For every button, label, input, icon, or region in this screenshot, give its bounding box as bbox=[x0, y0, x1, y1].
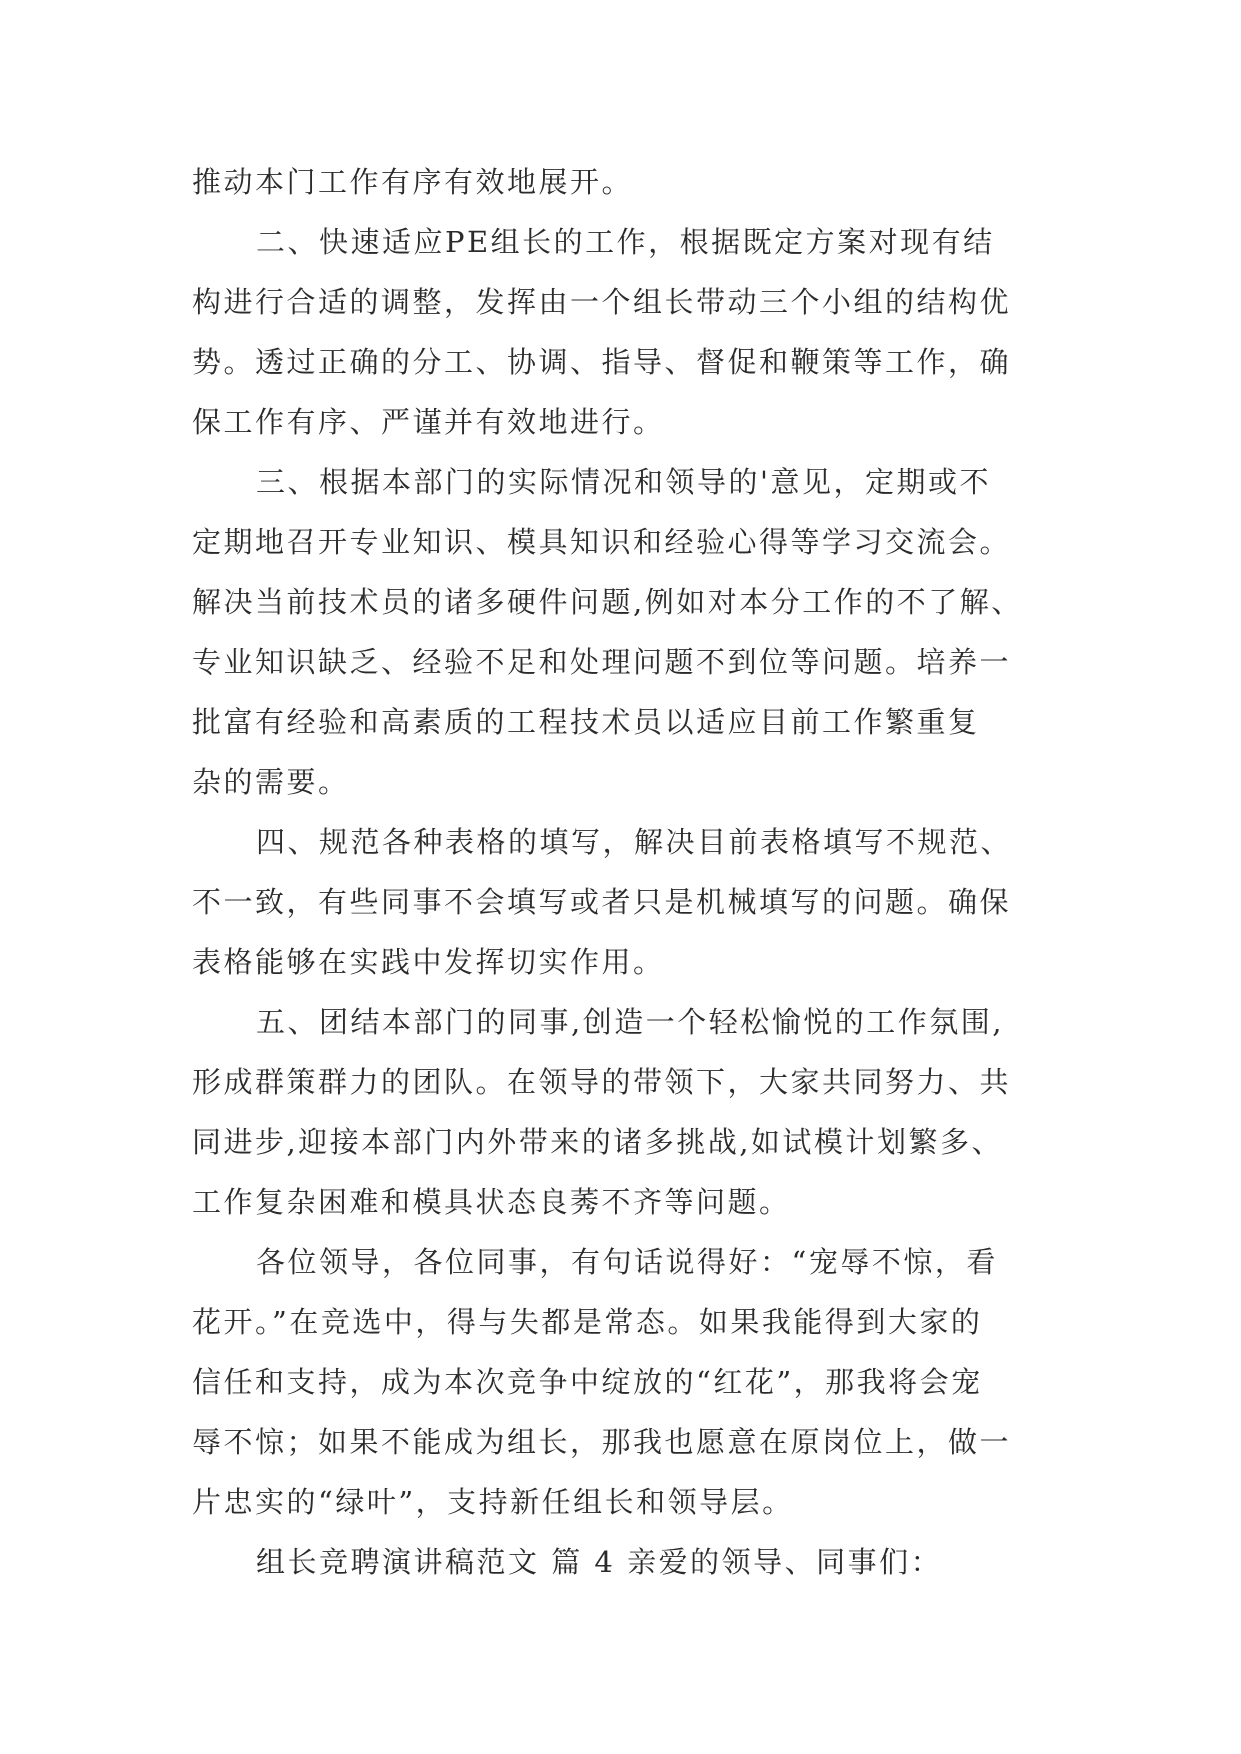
text-line: 构进行合适的调整，发挥由一个组长带动三个小组的结构优 bbox=[192, 285, 1012, 319]
document-body bbox=[192, 152, 1060, 1592]
text-line: 同进步,迎接本部门内外带来的诸多挑战,如试模计划繁多、 bbox=[192, 1125, 1003, 1159]
text-line: 组长竞聘演讲稿范文 篇 4 亲爱的领导、同事们： bbox=[256, 1545, 943, 1579]
text-line: 三、根据本部门的实际情况和领导的'意见，定期或不 bbox=[256, 465, 991, 499]
text-line: 工作复杂困难和模具状态良莠不齐等问题。 bbox=[192, 1185, 791, 1219]
text-line: 不一致，有些同事不会填写或者只是机械填写的问题。确保 bbox=[192, 885, 1012, 919]
text-line: 各位领导，各位同事，有句话说得好：“宠辱不惊，看 bbox=[256, 1245, 998, 1279]
text-line: 四、规范各种表格的填写，解决目前表格填写不规范、 bbox=[256, 825, 1013, 859]
text-line: 表格能够在实践中发挥切实作用。 bbox=[192, 945, 665, 979]
text-line: 形成群策群力的团队。在领导的带领下，大家共同努力、共 bbox=[192, 1065, 1012, 1099]
text-line: 信任和支持，成为本次竞争中绽放的“红花”，那我将会宠 bbox=[192, 1365, 983, 1399]
text-line: 二、快速适应PE组长的工作，根据既定方案对现有结 bbox=[256, 225, 995, 259]
text-line: 专业知识缺乏、经验不足和处理问题不到位等问题。培养一 bbox=[192, 645, 1012, 679]
text-line: 花开。”在竞选中，得与失都是常态。如果我能得到大家的 bbox=[192, 1305, 983, 1339]
text-line: 批富有经验和高素质的工程技术员以适应目前工作繁重复 bbox=[192, 705, 980, 739]
text-line: 辱不惊；如果不能成为组长，那我也愿意在原岗位上，做一 bbox=[192, 1425, 1012, 1459]
text-line: 势。透过正确的分工、协调、指导、督促和鞭策等工作，确 bbox=[192, 345, 1012, 379]
text-line: 推动本门工作有序有效地展开。 bbox=[192, 165, 634, 199]
text-line: 片忠实的“绿叶”，支持新任组长和领导层。 bbox=[192, 1485, 794, 1519]
text-line: 五、团结本部门的同事,创造一个轻松愉悦的工作氛围, bbox=[256, 1005, 1004, 1039]
text-line: 定期地召开专业知识、模具知识和经验心得等学习交流会。 bbox=[192, 525, 1012, 559]
text-line: 解决当前技术员的诸多硬件问题,例如对本分工作的不了解、 bbox=[192, 585, 1023, 619]
text-line: 保工作有序、严谨并有效地进行。 bbox=[192, 405, 665, 439]
text-line: 杂的需要。 bbox=[192, 765, 350, 799]
